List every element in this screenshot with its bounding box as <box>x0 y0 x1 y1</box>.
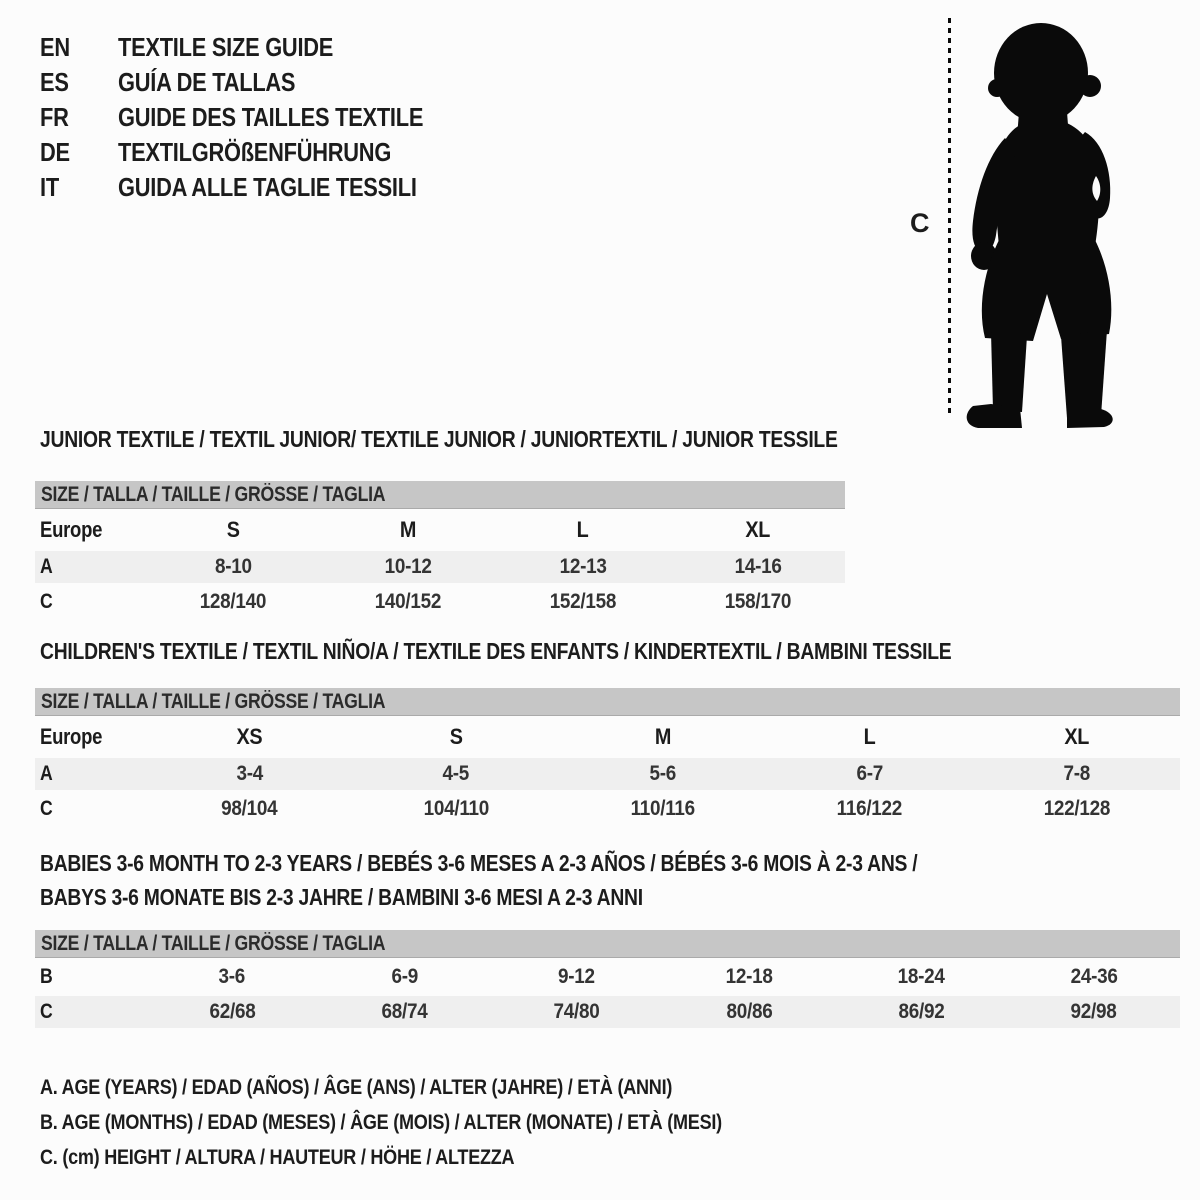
table-row: C 128/140 140/152 152/158 158/170 <box>40 590 791 613</box>
table-row: Europe S M L XL <box>40 517 770 542</box>
height-measure-line <box>948 18 951 416</box>
guide-title-de: TEXTILGRÖßENFÜHRUNG <box>118 137 392 167</box>
table-row: C 62/68 68/74 74/80 80/86 86/92 92/98 <box>35 996 1180 1028</box>
measure-legend <box>40 1070 852 1175</box>
guide-title-it: GUIDA ALLE TAGLIE TESSILI <box>118 172 417 202</box>
legend-line-a: A. AGE (YEARS) / EDAD (AÑOS) / ÂGE (ANS) / ALTER (JAHRE) / ETÀ (ANNI) <box>40 1075 673 1099</box>
children-table-size-header: SIZE / TALLA / TAILLE / GRÖSSE / TAGLIA <box>35 688 1180 716</box>
lang-code: EN <box>40 32 70 62</box>
babies-size-table <box>35 930 1180 1028</box>
table-row: B 3-6 6-9 9-12 12-18 18-24 24-36 <box>40 965 1118 988</box>
legend-line-b: B. AGE (MONTHS) / EDAD (MESES) / ÂGE (MOIS) / ALTER (MONATE) / ETÀ (MESI) <box>40 1110 722 1134</box>
guide-title-fr: GUIDE DES TAILLES TEXTILE <box>118 102 424 132</box>
legend-line-c: C. (cm) HEIGHT / ALTURA / HAUTEUR / HÖHE / ALTEZZA <box>40 1145 515 1169</box>
toddler-silhouette <box>963 16 1139 428</box>
babies-section-title: BABIES 3-6 MONTH TO 2-3 YEARS / BEBÉS 3-6 MESES A 2-3 AÑOS / BÉBÉS 3-6 MOIS À 2-3 ANS / BABYS 3-6 MONATE BIS 2-3 JAHRE / BAMBINI 3-6 MESI A 2-3 ANNI <box>40 850 918 910</box>
lang-code: ES <box>40 67 69 97</box>
lang-row-de <box>40 135 481 170</box>
lang-code: FR <box>40 102 69 132</box>
guide-title-en: TEXTILE SIZE GUIDE <box>118 32 334 62</box>
babies-table-size-header: SIZE / TALLA / TAILLE / GRÖSSE / TAGLIA <box>35 930 1180 958</box>
language-title-list <box>40 30 481 205</box>
lang-row-es <box>40 65 481 100</box>
junior-table-size-header: SIZE / TALLA / TAILLE / GRÖSSE / TAGLIA <box>35 481 845 509</box>
guide-title-es: GUÍA DE TALLAS <box>118 67 296 97</box>
lang-code: DE <box>40 137 70 167</box>
junior-size-table <box>35 481 845 618</box>
lang-code: IT <box>40 172 59 202</box>
table-row: A 8-10 10-12 12-13 14-16 <box>35 551 845 583</box>
table-row: A 3-4 4-5 5-6 6-7 7-8 <box>35 758 1180 790</box>
children-section-title: CHILDREN'S TEXTILE / TEXTIL NIÑO/A / TEXTILE DES ENFANTS / KINDERTEXTIL / BAMBINI TESSILE <box>40 638 952 664</box>
table-row: C 98/104 104/110 110/116 116/122 122/128 <box>40 797 1110 820</box>
lang-row-en <box>40 30 481 65</box>
junior-section-title: JUNIOR TEXTILE / TEXTIL JUNIOR/ TEXTILE JUNIOR / JUNIORTEXTIL / JUNIOR TESSILE <box>40 426 838 452</box>
children-size-table <box>35 688 1180 825</box>
height-measure-label: C <box>910 208 930 238</box>
lang-row-it <box>40 170 481 205</box>
table-row: Europe XS S M L XL <box>40 724 1089 749</box>
lang-row-fr <box>40 100 481 135</box>
